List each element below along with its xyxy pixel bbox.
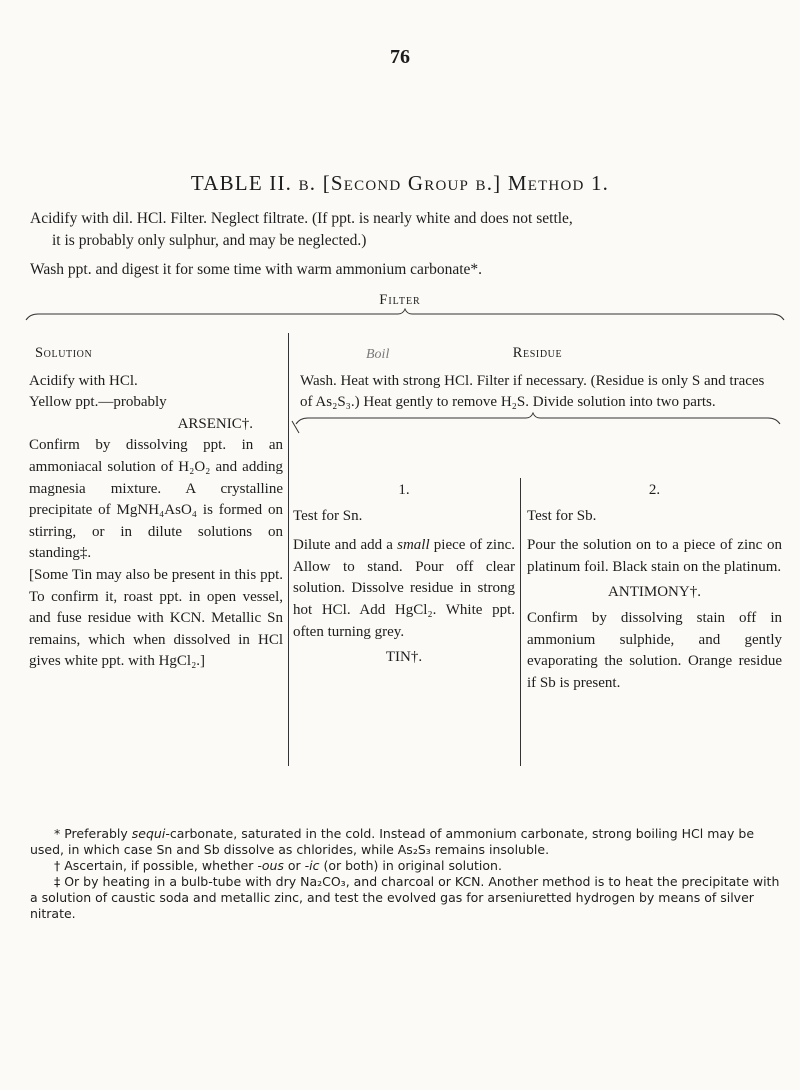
residue-heading: Residue (512, 345, 563, 361)
residue-text: Wash. Heat with strong HCl. Filter if necessary. (Residue is only S and traces of As₂S₃.) Heat gently to remove H₂S. Divide solution into two parts. (300, 372, 765, 411)
tin-result: TIN†. (385, 649, 423, 666)
title-main: TABLE II. (190, 171, 293, 195)
part-1-column (293, 480, 515, 673)
residue-column (300, 343, 775, 414)
part-2-text: Pour the solution on to a piece of zinc on platinum foil. Black stain on the platinum. (527, 537, 782, 575)
solution-acidify: Acidify with HCl. (29, 372, 138, 389)
part-2-confirm: Confirm by dissolving stain off in ammonium sulphide, and gently evaporating the solution. Orange residue if Sb is present. (527, 609, 782, 691)
solution-column (29, 343, 283, 673)
footnote-1: * Preferably sequi-carbonate, saturated in the cold. Instead of ammonium carbonate, strong boiling HCl may be used, in which case Sn and Sb dissolve as chlorides, while As₂S₃ remains insoluble. (30, 826, 755, 857)
part-2-number: 2. (648, 482, 661, 498)
filter-brace (20, 308, 790, 348)
title-group: [Second Group b.] (322, 171, 502, 195)
residue-brace (290, 412, 790, 436)
intro-line-2: it is probably only sulphur, and may be neglected.) (52, 232, 367, 249)
solution-yellow: Yellow ppt.—probably (29, 394, 167, 411)
intro-paragraph (30, 208, 780, 252)
solution-heading: Solution (35, 345, 93, 361)
arsenic-result: ARSENIC†. (177, 415, 253, 432)
footnote-2: † Ascertain, if possible, whether -ous or -ic (or both) in original solution. (54, 858, 502, 873)
pencil-annotation: Boil (366, 347, 390, 362)
column-divider (288, 333, 289, 766)
antimony-result: ANTIMONY†. (608, 584, 701, 601)
part-1-heading: Test for Sn. (293, 507, 363, 524)
footnotes (30, 826, 782, 922)
title-method: Method 1. (507, 171, 610, 195)
footnote-3: ‡ Or by heating in a bulb-tube with dry Na₂CO₃, and charcoal or KCN. Another method is to heat the precipitate with a solution of caustic soda and metallic zinc, and test the evolved gas for arseniuretted hydrogen by means of silver nitrate. (30, 874, 780, 921)
title-b: b. (298, 171, 317, 195)
wash-paragraph: Wash ppt. and digest it for some time with warm ammonium carbonate*. (30, 261, 483, 278)
solution-confirm: Confirm by dissolving ppt. in an ammoniacal solution of H₂O₂ and adding magnesia mixture. A crystalline precipitate of MgNH₄AsO₄ is formed on stirring, or in dilute solutions on standing‡. (29, 437, 283, 562)
part-divider (520, 478, 521, 766)
part-2-heading: Test for Sb. (527, 507, 597, 524)
solution-tin-note: [Some Tin may also be present in this ppt. To confirm it, roast ppt. in open vessel, and fuse residue with KCN. Metallic Sn remains, which when dissolved in HCl gives white ppt. with HgCl₂.] (29, 566, 283, 670)
part-1-number: 1. (398, 482, 410, 498)
filter-label: Filter (379, 292, 421, 308)
page-number: 76 (390, 46, 410, 68)
intro-line-1: Acidify with dil. HCl. Filter. Neglect filtrate. (If ppt. is nearly white and does not settle, (30, 210, 573, 227)
table-title (0, 171, 800, 196)
part-1-text: Dilute and add a small piece of zinc. Allow to stand. Pour off clear solution. Dissolve residue in strong hot HCl. Add HgCl₂. White ppt. often turning grey. (293, 537, 515, 640)
part-2-column (527, 480, 782, 694)
